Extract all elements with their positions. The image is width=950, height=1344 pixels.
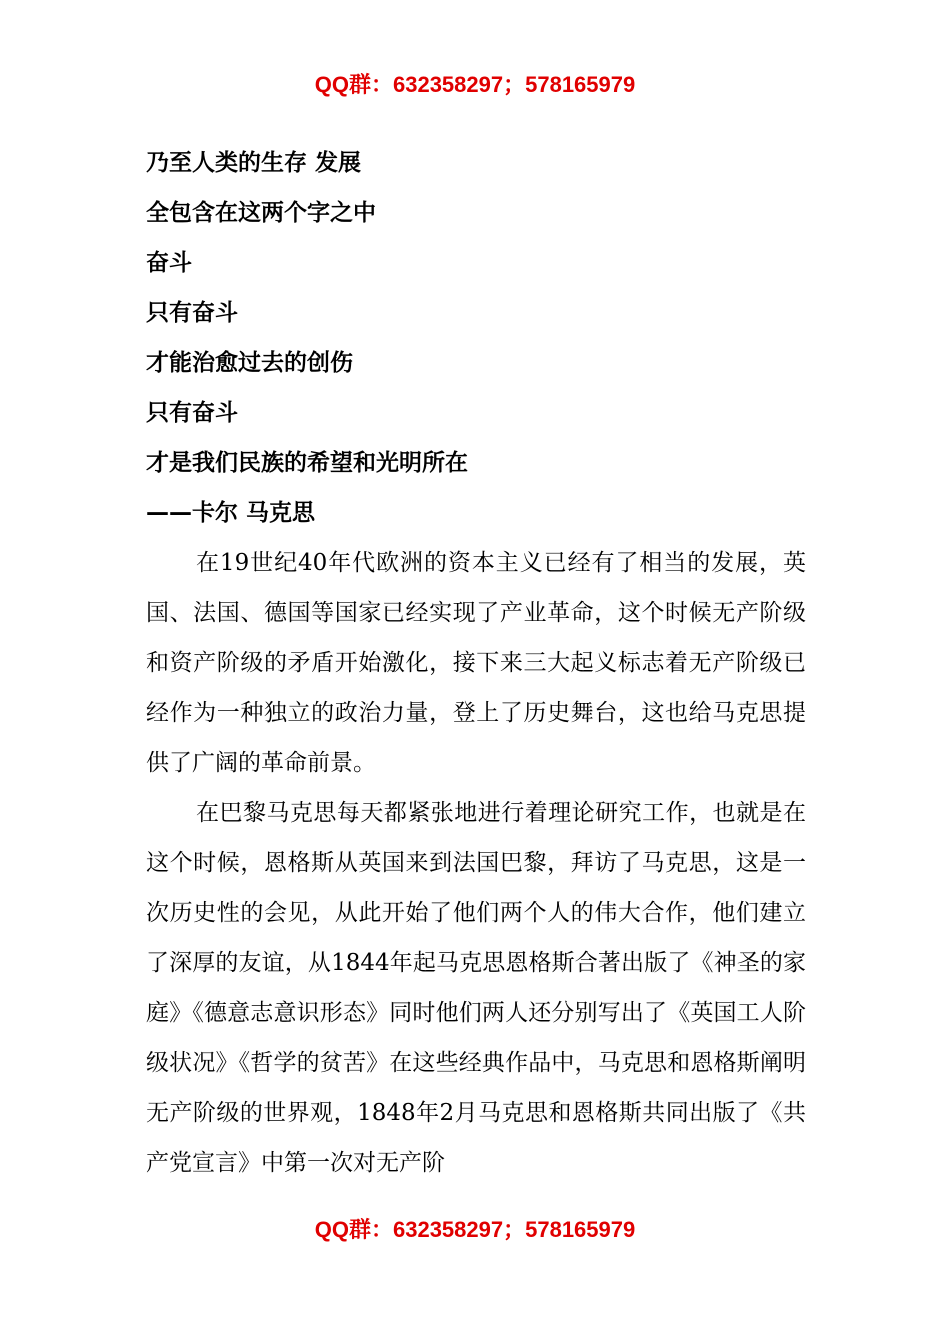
poem-line: 只有奋斗: [146, 300, 238, 326]
qq-group-footer: QQ群：632358297；578165979: [314, 1217, 636, 1242]
poem-line: 才能治愈过去的创伤: [146, 350, 353, 376]
poem-line: 全包含在这两个字之中: [146, 200, 376, 226]
paragraph-background: 在19世纪40年代欧洲的资本主义已经有了相当的发展，英国、法国、德国等国家已经实现了产业革命，这个时候无产阶级和资产阶级的矛盾开始激化，接下来三大起义标志着无产阶级已经作为一种独立的政治力量，登上了历史舞台，这也给马克思提供了广阔的革命前景。: [146, 550, 806, 776]
poem-line: 只有奋斗: [146, 400, 238, 426]
document-body: [146, 138, 806, 1188]
poem-attribution: ——卡尔 马克思: [146, 500, 316, 526]
poem-line: 奋斗: [146, 250, 192, 276]
poem-line: 才是我们民族的希望和光明所在: [146, 450, 468, 476]
poem-line: 乃至人类的生存 发展: [146, 150, 362, 176]
paragraph-collaboration: 在巴黎马克思每天都紧张地进行着理论研究工作，也就是在这个时候，恩格斯从英国来到法国巴黎，拜访了马克思，这是一次历史性的会见，从此开始了他们两个人的伟大合作，他们建立了深厚的友谊，从1844年起马克思恩格斯合著出版了《神圣的家庭》《德意志意识形态》同时他们两人还分别写出了《英国工人阶级状况》《哲学的贫苦》在这些经典作品中，马克思和恩格斯阐明无产阶级的世界观，1848年2月马克思和恩格斯共同出版了《共产党宣言》中第一次对无产阶: [146, 800, 806, 1176]
qq-group-header: QQ群：632358297；578165979: [314, 72, 636, 97]
